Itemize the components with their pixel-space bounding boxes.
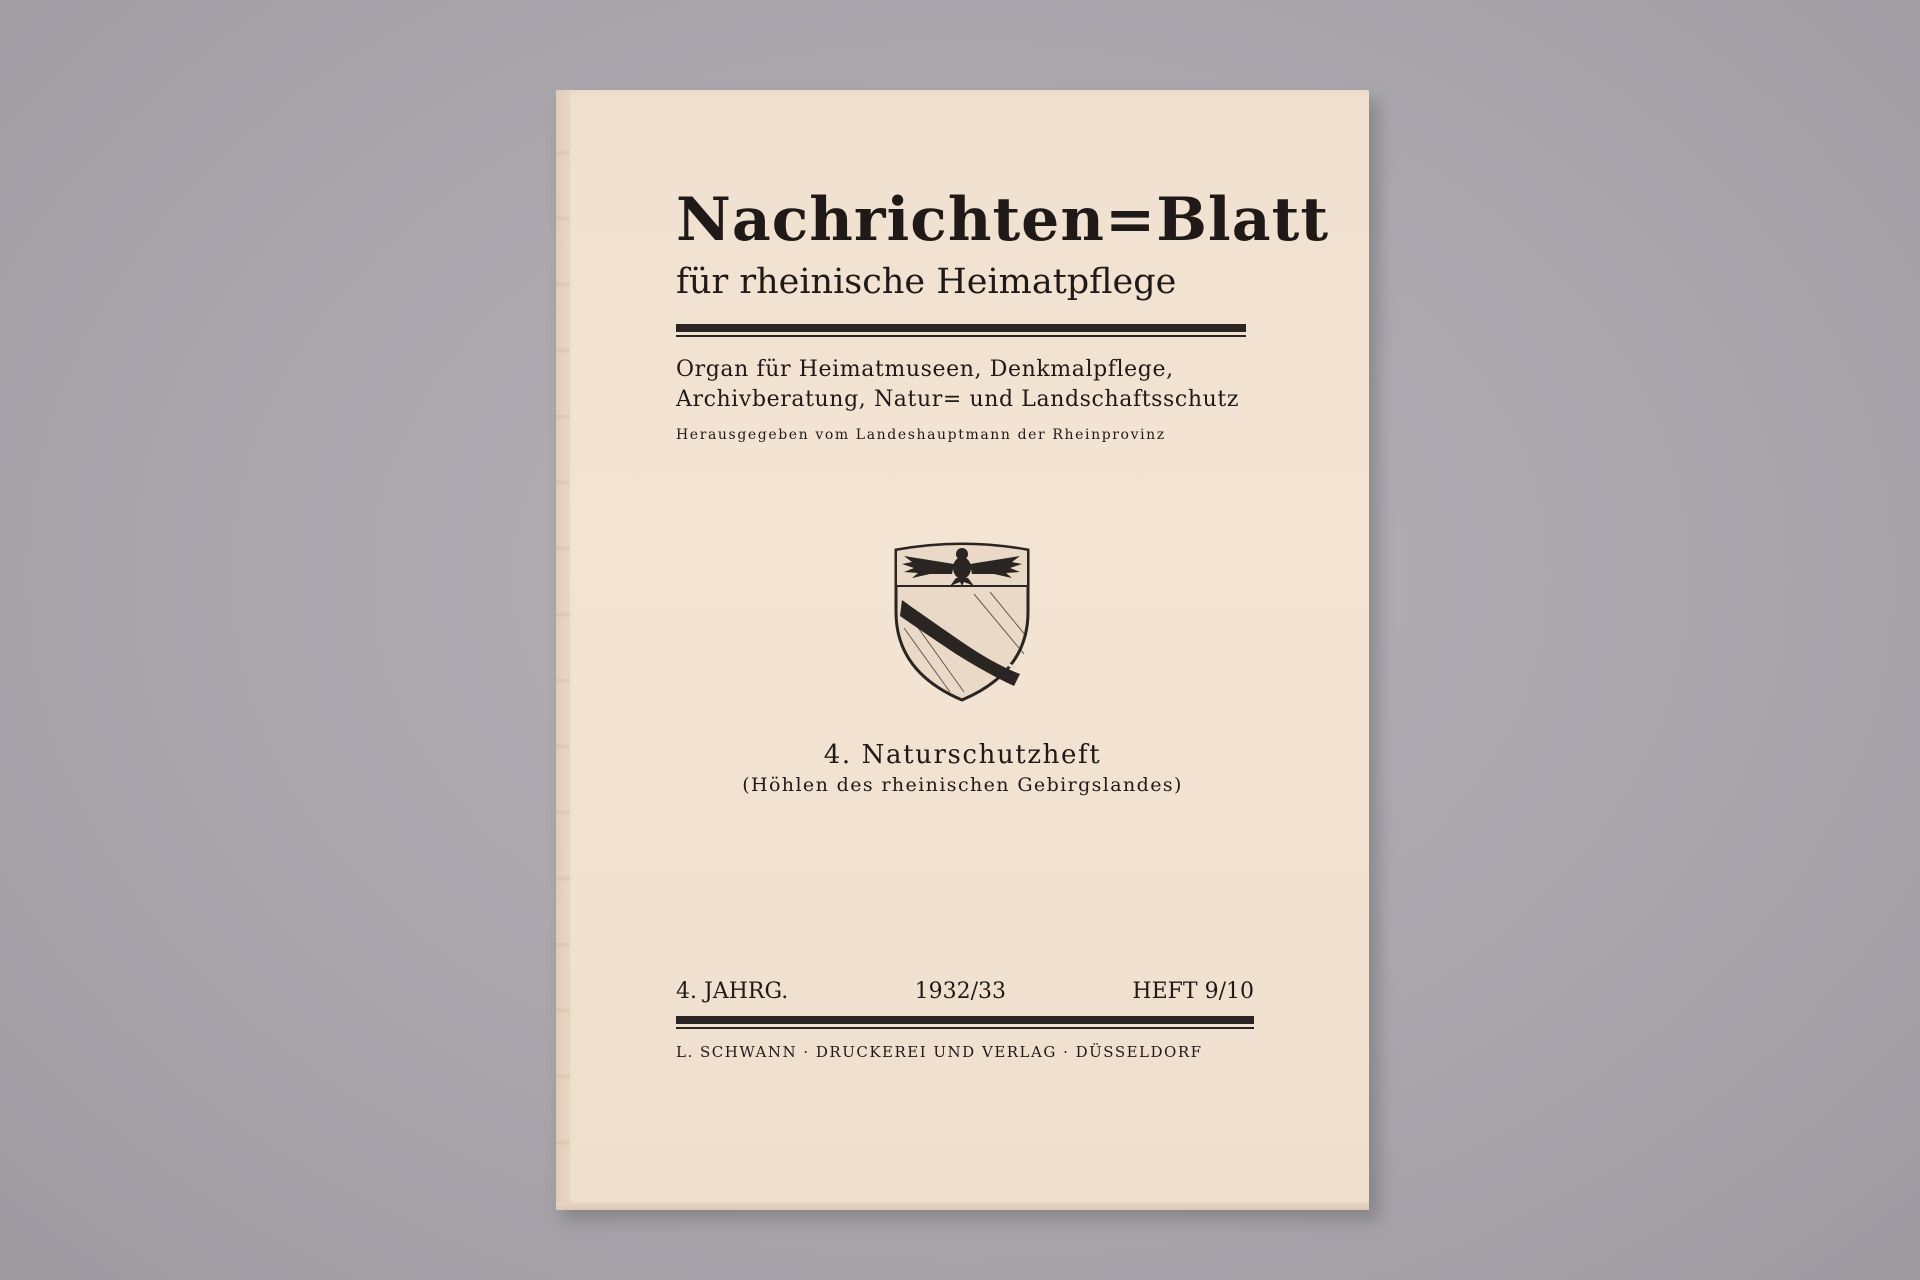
coat-of-arms-icon <box>890 542 1034 704</box>
issue-meta-row <box>676 978 1254 1006</box>
masthead-rule-thin <box>676 335 1246 337</box>
volume-label: 4. JAHRG. <box>676 979 789 1004</box>
issue-heading <box>556 738 1369 798</box>
periodical-cover <box>556 90 1369 1210</box>
organ-line-2: Archivberatung, Natur= und Landschaftsschutz <box>676 387 1240 412</box>
organ-description <box>676 355 1256 415</box>
issue-topic: (Höhlen des rheinischen Gebirgslandes) <box>742 774 1183 796</box>
masthead <box>676 184 1330 443</box>
periodical-subtitle: für rheinische Heimatpflege <box>676 262 1177 302</box>
footer-rule-thick <box>676 1016 1254 1024</box>
issue-title: 4. Naturschutzheft <box>823 740 1102 770</box>
periodical-title: Nachrichten=Blatt <box>676 185 1330 255</box>
issue-number-label: HEFT 9/10 <box>1132 979 1254 1004</box>
cover-footer <box>676 978 1254 1061</box>
years-label: 1932/33 <box>914 979 1007 1004</box>
organ-line-1: Organ für Heimatmuseen, Denkmalpflege, <box>676 357 1174 382</box>
masthead-rule-thick <box>676 324 1246 332</box>
publisher-line: Herausgegeben vom Landeshauptmann der Rheinprovinz <box>676 427 1166 443</box>
imprint-line: L. SCHWANN · DRUCKEREI UND VERLAG · DÜSSELDORF <box>676 1043 1203 1061</box>
spine-edge <box>556 90 570 1210</box>
footer-rule-thin <box>676 1027 1254 1029</box>
